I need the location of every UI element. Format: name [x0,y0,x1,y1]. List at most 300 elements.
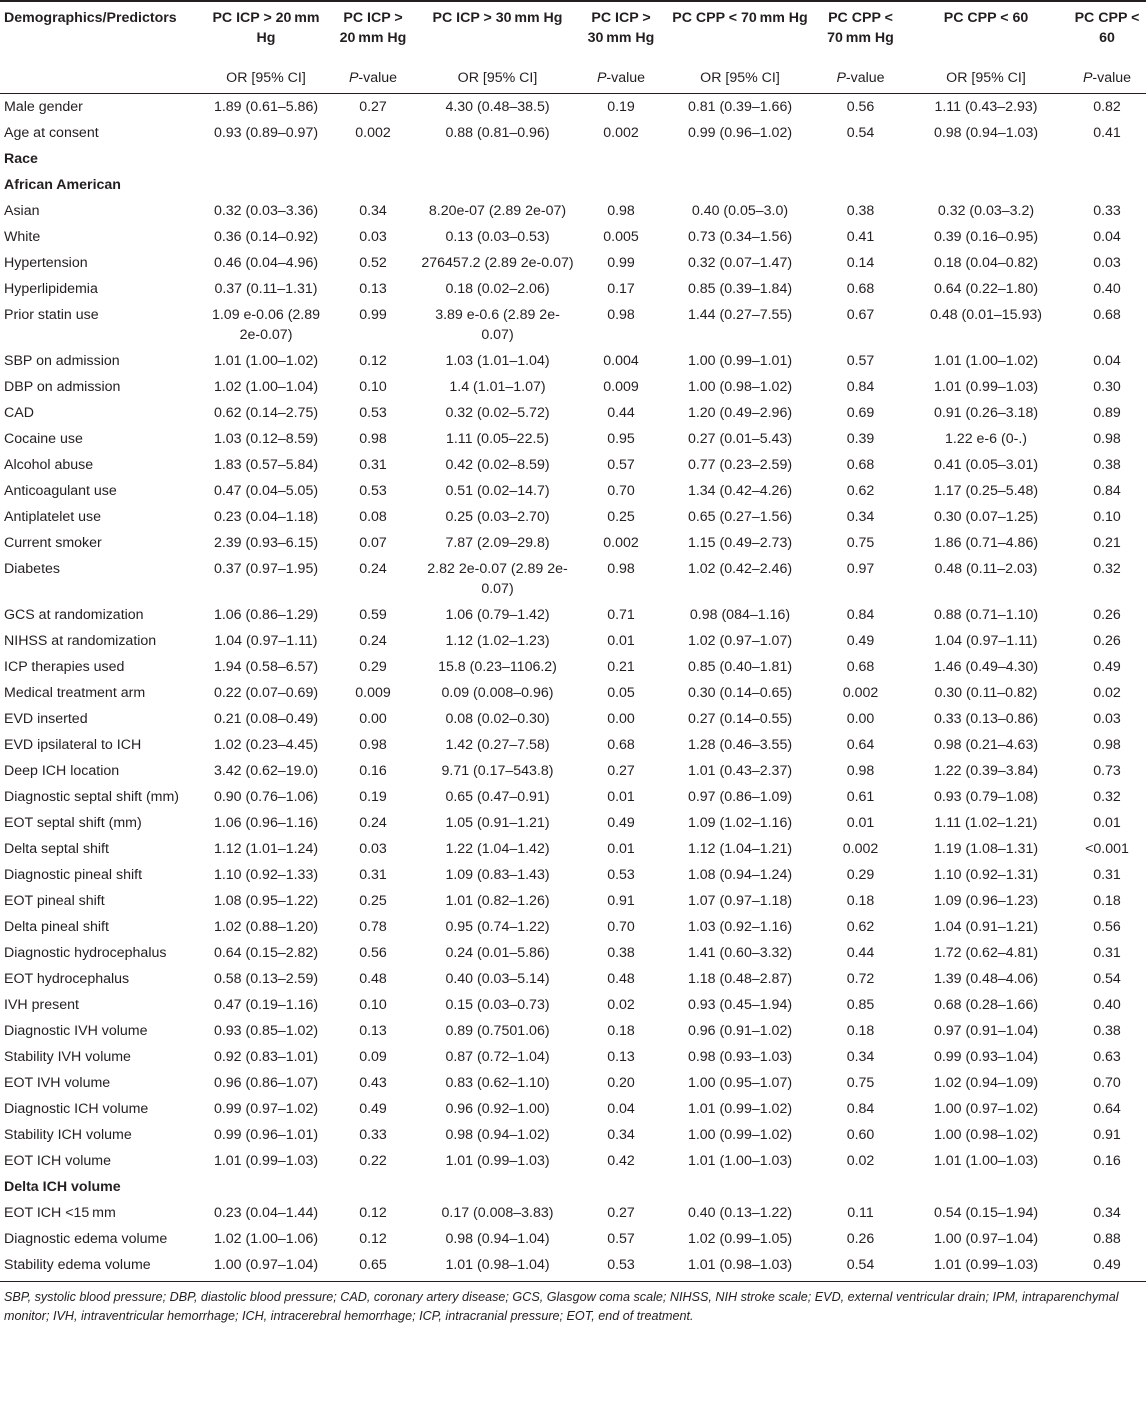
table-row [0,992,1146,1018]
table-cell: 0.34 [1093,1205,1121,1221]
table-cell: 1.04 (0.97–1.11) [214,633,318,649]
table-cell: 1.01 (0.99–1.03) [213,1153,319,1169]
table-cell: 1.00 (0.99–1.02) [687,1127,793,1143]
table-cell [202,146,330,172]
table-row [0,302,1146,348]
table-cell: 0.99 (0.97–1.02) [213,1101,319,1117]
table-cell: 1.12 (1.02–1.23) [445,633,550,649]
table-cell: 0.33 [359,1127,387,1143]
table-row [0,1018,1146,1044]
table-row [0,1122,1146,1148]
table-cell: 0.41 (0.05–3.01) [933,457,1039,473]
table-cell: 0.13 (0.03–0.53) [445,229,550,245]
table-cell [904,1174,1068,1200]
table-row [0,732,1146,758]
table-cell: 1.07 (0.97–1.18) [687,893,793,909]
table-cell: 1.89 (0.61–5.86) [213,99,319,115]
row-label: Race [4,151,38,167]
table-cell: 0.49 [1093,659,1121,675]
table-cell: 1.00 (0.99–1.01) [687,353,793,369]
table-cell: 0.54 [846,125,875,141]
table-cell: 0.75 [846,535,875,551]
table-cell: 0.98 [1093,737,1121,753]
table-cell: 0.47 (0.19–1.16) [213,997,319,1013]
table-cell: <0.001 [1085,841,1129,857]
table-cell: 1.06 (0.86–1.29) [213,607,319,623]
column-header: PC CPP < 70 mm Hg [817,1,904,66]
table-cell: 0.25 (0.03–2.70) [445,509,550,525]
table-cell: 0.64 (0.22–1.80) [933,281,1039,297]
table-cell: 0.26 [846,1231,875,1247]
table-cell: 0.00 [846,711,875,727]
table-cell: 0.27 (0.14–0.55) [687,711,793,727]
table-cell: 0.84 [846,607,875,623]
table-cell: 0.009 [355,685,391,701]
table-cell: 0.71 [607,607,635,623]
table-cell: 1.83 (0.57–5.84) [213,457,319,473]
table-cell [1068,1174,1146,1200]
table-cell: 1.19 (1.08–1.31) [933,841,1039,857]
table-cell: 0.51 (0.02–14.7) [445,483,550,499]
table-row [0,810,1146,836]
table-cell: 0.38 [846,203,875,219]
table-cell [416,146,579,172]
table-cell: 0.98 (0.94–1.03) [933,125,1039,141]
table-cell: 1.04 (0.91–1.21) [933,919,1039,935]
table-cell: 0.98 (0.21–4.63) [933,737,1039,753]
table-cell: 0.34 [607,1127,635,1143]
table-cell: 0.85 [846,997,875,1013]
table-cell: 0.97 [846,561,875,577]
table-cell: 0.38 [1093,1023,1121,1039]
table-cell: 0.00 [607,711,635,727]
table-cell: 0.78 [359,919,387,935]
table-cell [202,172,330,198]
table-row [0,1148,1146,1174]
table-cell: 8.20e-07 (2.89 2e-07) [428,203,567,219]
table-cell: 0.54 (0.15–1.94) [933,1205,1039,1221]
column-subheader: OR [95% CI] [416,66,579,94]
table-cell: 1.01 (0.99–1.03) [933,379,1039,395]
table-cell: 0.30 [1093,379,1121,395]
table-cell: 0.68 [846,659,875,675]
table-cell: 2.82 2e-0.07 (2.89 2e-0.07) [427,561,568,597]
section-row [0,172,1146,198]
table-row [0,276,1146,302]
table-cell: 0.34 [846,1049,875,1065]
table-cell: 1.01 (0.43–2.37) [687,763,793,779]
table-cell: 0.18 [607,1023,635,1039]
table-row [0,706,1146,732]
table-cell: 0.002 [355,125,391,141]
table-row [0,1200,1146,1226]
table-cell: 1.03 (1.01–1.04) [445,353,550,369]
row-label: Diagnostic IVH volume [4,1023,148,1039]
table-cell: 0.88 [1093,1231,1121,1247]
table-cell: 1.44 (0.27–7.55) [687,307,793,323]
row-label: EVD inserted [4,711,88,727]
table-cell: 0.30 (0.11–0.82) [934,685,1038,701]
table-cell: 0.32 (0.03–3.36) [213,203,319,219]
row-label: GCS at randomization [4,607,144,623]
table-cell: 1.86 (0.71–4.86) [933,535,1039,551]
table-cell: 0.18 (0.04–0.82) [933,255,1039,271]
table-cell: 0.65 (0.47–0.91) [445,789,550,805]
table-cell: 0.09 [359,1049,387,1065]
table-cell: 0.98 [1093,431,1121,447]
table-cell: 1.42 (0.27–7.58) [445,737,550,753]
table-cell: 0.16 [1093,1153,1121,1169]
table-cell [579,1174,663,1200]
row-label: SBP on admission [4,353,120,369]
table-cell: 0.27 [607,763,635,779]
table-cell: 0.69 [846,405,875,421]
table-cell: 0.13 [359,281,387,297]
table-cell: 0.92 (0.83–1.01) [213,1049,319,1065]
table-cell: 0.01 [607,841,635,857]
table-row [0,504,1146,530]
table-cell: 1.18 (0.48–2.87) [687,971,793,987]
table-cell: 0.18 [1093,893,1121,909]
table-cell: 0.72 [846,971,875,987]
table-cell: 0.43 [359,1075,387,1091]
table-cell: 0.01 [1093,815,1121,831]
table-cell: 0.02 [607,997,635,1013]
table-cell: 1.10 (0.92–1.31) [933,867,1039,883]
column-subheader [0,66,202,94]
table-cell: 0.40 [1093,281,1121,297]
table-cell: 1.00 (0.98–1.02) [687,379,793,395]
table-row [0,478,1146,504]
subheader-row [0,66,1146,94]
table-cell: 0.32 [1093,789,1121,805]
table-cell [1068,172,1146,198]
table-cell: 1.39 (0.48–4.06) [933,971,1039,987]
table-cell: 0.49 [846,633,875,649]
table-cell: 0.53 [359,405,387,421]
table-cell: 0.70 [607,483,635,499]
table-cell: 1.10 (0.92–1.33) [213,867,319,883]
table-cell: 0.93 (0.45–1.94) [687,997,793,1013]
table-row [0,784,1146,810]
table-cell: 0.56 [359,945,387,961]
table-cell: 0.70 [1093,1075,1121,1091]
table-cell [817,1174,904,1200]
table-cell: 0.95 (0.74–1.22) [445,919,550,935]
table-cell: 0.33 (0.13–0.86) [933,711,1039,727]
table-cell: 0.85 (0.39–1.84) [687,281,793,297]
table-cell: 1.04 (0.97–1.11) [934,633,1038,649]
table-cell: 0.98 (0.94–1.04) [445,1231,550,1247]
table-cell: 1.00 (0.98–1.02) [933,1127,1039,1143]
table-row [0,198,1146,224]
table-cell: 1.06 (0.79–1.42) [445,607,550,623]
table-cell: 0.16 [359,763,387,779]
table-cell: 0.96 (0.91–1.02) [687,1023,793,1039]
table-cell: 0.99 [359,307,387,323]
table-cell: 1.01 (0.99–1.03) [904,1252,1068,1282]
table-cell: 1.02 (0.23–4.45) [213,737,319,753]
table-cell: 1.15 (0.49–2.73) [687,535,793,551]
table-cell: 0.64 [1093,1101,1121,1117]
row-label: Alcohol abuse [4,457,94,473]
table-cell: 0.64 (0.15–2.82) [213,945,319,961]
table-cell: 276457.2 (2.89 2e-0.07) [421,255,574,271]
row-label: DBP on admission [4,379,121,395]
table-cell: 0.38 [607,945,635,961]
row-label: Prior statin use [4,307,99,323]
table-cell: 0.22 (0.07–0.69) [213,685,319,701]
table-cell: 7.87 (2.09–29.8) [445,535,550,551]
table-row [0,530,1146,556]
row-label: CAD [4,405,34,421]
row-label: White [4,229,41,245]
row-label: Male gender [4,99,83,115]
table-cell: 0.31 [1093,867,1121,883]
table-row [0,374,1146,400]
table-cell: 0.004 [603,353,639,369]
table-cell: 0.12 [359,353,387,369]
table-cell: 0.03 [359,229,387,245]
row-label: ICP therapies used [4,659,125,675]
table-cell: 0.09 (0.008–0.96) [441,685,554,701]
table-cell: 0.27 [359,99,387,115]
row-label: Delta septal shift [4,841,109,857]
table-cell [330,146,416,172]
table-cell: 0.98 [607,561,635,577]
row-label: Diagnostic hydrocephalus [4,945,167,961]
table-cell: 0.89 [1093,405,1121,421]
row-label: Deep ICH location [4,763,120,779]
table-cell: 1.11 (1.02–1.21) [934,815,1038,831]
table-cell: 1.11 (0.05–22.5) [445,431,550,447]
table-cell: 15.8 (0.23–1106.2) [438,659,557,675]
table-cell: 0.31 [1093,945,1121,961]
table-cell: 1.02 (0.99–1.05) [687,1231,793,1247]
row-label: Delta ICH volume [4,1179,121,1195]
table-cell: 0.81 (0.39–1.66) [687,99,793,115]
table-cell: 0.002 [842,841,879,857]
table-cell: 0.61 [846,789,875,805]
table-cell: 0.96 (0.92–1.00) [445,1101,550,1117]
table-cell: 0.32 (0.02–5.72) [445,405,550,421]
table-cell: 0.12 [359,1205,387,1221]
table-cell: 0.29 [359,659,387,675]
table-cell: 1.06 (0.96–1.16) [213,815,319,831]
table-row [0,966,1146,992]
table-cell: 1.09 (1.02–1.16) [687,815,793,831]
table-cell: 0.88 (0.81–0.96) [445,125,550,141]
column-subheader: P-value [579,66,663,94]
table-cell: 1.01 (0.99–1.02) [687,1101,793,1117]
table-header [0,1,1146,94]
table-cell: 0.49 [607,815,635,831]
table-cell: 0.10 [359,997,387,1013]
table-cell: 1.72 (0.62–4.81) [933,945,1039,961]
table-cell: 1.02 (0.42–2.46) [687,561,793,577]
table-row [0,120,1146,146]
column-header: PC ICP > 20 mm Hg [202,1,330,66]
table-row [0,1226,1146,1252]
table-row [0,862,1146,888]
table-row [0,602,1146,628]
table-cell: 1.02 (1.00–1.04) [213,379,319,395]
table-cell: 1.94 (0.58–6.57) [213,659,319,675]
column-subheader: OR [95% CI] [904,66,1068,94]
table-cell: 0.56 [1093,919,1121,935]
table-cell: 0.57 [607,457,635,473]
table-cell: 0.68 [1093,307,1121,323]
row-label: Delta pineal shift [4,919,109,935]
table-cell: 0.30 (0.14–0.65) [687,685,793,701]
table-cell: 0.53 [359,483,387,499]
table-row [0,94,1146,121]
table-cell: 1.01 (0.82–1.26) [445,893,550,909]
table-cell: 1.02 (0.94–1.09) [933,1075,1039,1091]
table-cell: 0.22 [359,1153,387,1169]
table-row [0,758,1146,784]
section-row [0,1174,1146,1200]
row-label: African American [4,177,121,193]
column-header: PC ICP > 30 mm Hg [579,1,663,66]
table-cell: 3.89 e-0.6 (2.89 2e-0.07) [435,307,560,343]
row-label: Antiplatelet use [4,509,102,525]
table-cell: 1.17 (0.25–5.48) [933,483,1039,499]
table-cell: 0.32 [1093,561,1121,577]
table-body [0,94,1146,1282]
table-cell: 0.47 (0.04–5.05) [213,483,319,499]
table-cell: 1.34 (0.42–4.26) [687,483,793,499]
table-cell: 0.38 [1093,457,1121,473]
table-cell: 0.27 (0.01–5.43) [687,431,793,447]
table-cell: 0.40 (0.03–5.14) [445,971,550,987]
table-cell: 0.97 (0.91–1.04) [933,1023,1039,1039]
table-cell: 0.10 [359,379,387,395]
table-cell: 1.41 (0.60–3.32) [687,945,793,961]
table-cell: 0.98 [846,763,875,779]
table-cell: 1.09 (0.96–1.23) [933,893,1039,909]
table-cell [579,146,663,172]
table-cell: 0.34 [359,203,387,219]
table-cell: 0.01 [846,815,875,831]
table-cell: 0.48 (0.11–2.03) [934,561,1038,577]
table-cell: 0.53 [607,867,635,883]
table-cell: 0.31 [359,867,387,883]
table-cell: 0.60 [846,1127,875,1143]
table-cell: 0.17 (0.008–3.83) [441,1205,554,1221]
table-cell: 0.03 [1093,255,1121,271]
table-cell: 0.41 [846,229,875,245]
table-cell: 0.17 [607,281,635,297]
table-cell: 0.21 (0.08–0.49) [213,711,319,727]
table-cell: 0.65 (0.27–1.56) [687,509,793,525]
row-label: EOT septal shift (mm) [4,815,142,831]
table-cell: 0.04 [1093,229,1121,245]
column-subheader: P-value [817,66,904,94]
table-row [0,1096,1146,1122]
table-cell: 0.65 [330,1252,416,1282]
table-cell: 0.12 [359,1231,387,1247]
table-cell: 0.73 (0.34–1.56) [687,229,793,245]
table-cell: 1.02 (0.97–1.07) [687,633,793,649]
row-label: Hyperlipidemia [4,281,98,297]
table-cell: 0.08 [359,509,387,525]
table-cell: 0.26 [1093,607,1121,623]
column-header: PC ICP > 30 mm Hg [416,1,579,66]
table-cell: 0.40 (0.13–1.22) [687,1205,793,1221]
table-row [0,940,1146,966]
table-cell: 0.27 [607,1205,635,1221]
table-cell: 0.21 [607,659,635,675]
table-cell: 0.002 [842,685,879,701]
table-cell: 0.48 [607,971,635,987]
table-cell: 0.73 [1093,763,1121,779]
table-cell: 0.67 [846,307,875,323]
table-cell: 1.46 (0.49–4.30) [933,659,1039,675]
column-subheader: P-value [1068,66,1146,94]
table-cell: 0.24 (0.01–5.86) [445,945,550,961]
table-cell [579,172,663,198]
table-footnote: SBP, systolic blood pressure; DBP, diastolic blood pressure; CAD, coronary artery disease; GCS, Glasgow coma scale; NIHSS, NIH stroke scale; EVD, external ventricular drain; IPM, intraparenchymal monitor; IVH, intraventricular hemorrhage; ICH, intracerebral hemorrhage; ICP, intracranial pressure; EOT, end of treatment. [4,1290,1119,1323]
table-cell: 0.10 [1093,509,1121,525]
table-cell: 0.44 [846,945,875,961]
table-row [0,224,1146,250]
table-cell: 0.01 [607,633,635,649]
table-cell: 1.03 (0.12–8.59) [213,431,319,447]
table-cell: 0.54 [1093,971,1121,987]
table-cell: 0.97 (0.86–1.09) [687,789,793,805]
table-cell: 1.02 (1.00–1.06) [213,1231,319,1247]
table-cell: 0.75 [846,1075,875,1091]
table-cell: 1.00 (0.97–1.04) [202,1252,330,1282]
table-cell: 0.39 [846,431,875,447]
table-cell: 0.13 [359,1023,387,1039]
column-subheader: OR [95% CI] [663,66,817,94]
table-cell [904,146,1068,172]
table-cell: 0.87 (0.72–1.04) [445,1049,550,1065]
table-cell: 1.01 (1.00–1.02) [933,353,1039,369]
table-row [0,426,1146,452]
table-cell: 1.01 (1.00–1.03) [687,1153,793,1169]
column-subheader: P-value [330,66,416,94]
row-label: Asian [4,203,40,219]
table-cell [416,1174,579,1200]
column-header: Demographics/Predictors [0,1,202,66]
table-cell: 0.26 [1093,633,1121,649]
table-cell: 0.85 (0.40–1.81) [687,659,793,675]
table-cell: 0.99 [607,255,635,271]
table-cell: 0.62 (0.14–2.75) [213,405,319,421]
table-cell: 0.52 [359,255,387,271]
table-cell: 1.00 (0.97–1.02) [933,1101,1039,1117]
table-cell: 1.00 (0.97–1.04) [933,1231,1039,1247]
row-label: Stability ICH volume [4,1127,132,1143]
table-cell [330,172,416,198]
table-cell: 0.25 [359,893,387,909]
table-cell [1068,146,1146,172]
column-subheader: OR [95% CI] [202,66,330,94]
table-cell: 0.48 (0.01–15.93) [929,307,1042,323]
table-cell: 0.07 [359,535,387,551]
table-cell: 0.53 [579,1252,663,1282]
table-cell: 0.57 [607,1231,635,1247]
table-cell: 1.00 (0.95–1.07) [687,1075,793,1091]
table-cell: 0.002 [603,535,639,551]
table-cell: 0.25 [607,509,635,525]
table-cell: 0.98 [607,307,635,323]
table-row [0,914,1146,940]
table-cell: 0.68 [607,737,635,753]
